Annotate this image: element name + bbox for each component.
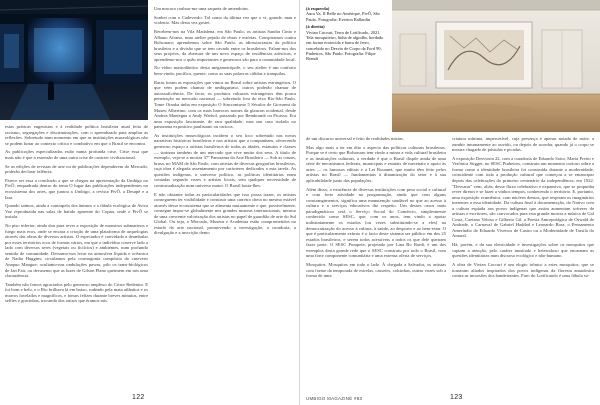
paragraph: Também não fomos agraciados pelo generoso amplexo do Cristo Redentor. E foi bom e belo, e o Rio brilhava lá em baixo, rodeado pela mata atlântica e os morros favelados e magníficos, e fomos felizes durante breves minutos, entre selfies e gracinhas, trocando dos outros que éramos nós. (5, 281, 148, 304)
magazine-issue-line: UMBIGO MAGAZINE #83 (306, 396, 363, 401)
page-number-right: 123 (450, 394, 463, 401)
exhibition-photo-right (392, 0, 600, 132)
paragraph: Se as edições de revistas de arte ou de publicações dependerem do Mercado, poderão declarar falência. (5, 163, 148, 175)
dark-gallery-illustration (0, 0, 148, 120)
exhibition-photo-left (0, 0, 148, 120)
paragraph: E não obstante todas as particularidades que isso possa trazer, os artistas consegueem ter visibilidade e construir uma carreira cheia no mesmo estável através desse ecossistema que se alimenta mutuamente e que, possivelmente, consegue impor-se globalmente nos grandes museus internacionais, mesmo de uma crescente valorização dos artistas no papel de guardião de arte do Sul Global. Ou seja, o Mercado, Museus e Academia estão comprometidos no estudo da arte nacional, promovendo a investigação, a curadoria, a divulgação e a inscrição demo (154, 191, 296, 236)
right-page (300, 0, 600, 405)
right-column-2 (452, 136, 594, 394)
paragraph: As instituições museológicas incidem o seu foco sobretudo nas novas narrativas históricas brasileiras e nos artistas que a compunham, oferecendo generoso espaço a artistas brasileiros de todas as idades, estatutos e classes — sintoma também de um mercado que vive muito dos seus. A título de exemplo, veja-se a mostra 37º Panorama da Arte Brasileira — Sob as cinzas, brasa, no MAM de São Paulo, com artistas de diversas geografias brasileiras, cuja obra é alegada assentamento por carácteres dedicados a esta tarefa. As questões indígenas, o universo político, as políticas identitárias eram contadas segundo vozes e artistas locais, sem qualquer necessidade de contextualização num universo maior. O Brasil basta-lhes. (154, 132, 296, 188)
paragraph: Quando saímos, ainda a contrapelo dos ânimos e a fábula ecológica de Aviva Vaz reproduzida nas salas de batido aparente do Copan, onde o PivÔ se instala. (5, 203, 148, 220)
caption-text: Vivian Caccuri, Terra de Lotificado, 2021. Tela mosquiteiro, linha de algodão, bordado em forma ecotecida e barra de ferro, concebido no Desvio de Corpo da Ford 90; Pinheiros, São Paulo. Fotografia: Filipe Berndt (306, 29, 384, 62)
paragraph: Parece ser essa a conclusão a que se chegou na apresentação da Umbigo no PivÔ, enquadrada dentro do tema O lugar das publicações independentes no ecossistema dos artes, que juntou a Umbigo, a revista PivÔ, a Desapê e a Iara. (5, 177, 148, 200)
paragraph: Além disso, a existência de diversas instituições com peso social e cultural e com forte atividade na programação, ainda que com alguns constrangimentos, significa uma manutenção saudável no que ao acesso à cultura e a serviços educativos diz respeito. Um desses casos mais paradigmáticos será o Serviço Social do Comércio, simplesmente conhecido como SESC, que, com os anos, tem vindo a apoiar indistintamente os estados (ou vezes substituindo-se a eles) na democratização do acesso à cultura, à saúde, ao desporto e ao bem-estar. O que é particularmente exímio é o facto deste sistema ser público em dos 25 estados brasileiros, e serem todos acessíveis a todos os que dele queiram fazer parte. O SESC Pompeia, projetado por Lina Bo Bardi, é um dos exemplos desta grande rede que o SESC construiu por todo o Brasil, com uma forte componente comunitária e uma extensa oferta de serviços. (306, 186, 446, 259)
paragraph: No vídeo mastodôntico desta megametrópole, o seu atelier é um conforto bem-vindo, pacífico, quente, como as suas palavras cálidas e tranquilas. (154, 65, 296, 77)
paragraph: As publicações especializadas estão numa profunda crise. Crise essa que mais não é que a extensão de uma outra crise de carácter civilizacional. (5, 149, 148, 160)
caption-left (306, 6, 386, 22)
paragraph: A exposição Desvioria 22, com a curadoria de Eduardo Soito, Maria Preiro e Verônica Stigger, no SESC Pinheiros, construiu um momento curioso sobre a forma como a identidade brasileira foi construída durante a modernidade, coincidente com toda a produção cultural que começou a se emancipar depois das celebrações do primeiro centenário da independência, em 1922. "Desvarar" vem, aliás, desse fluxo celebrativo e expansivo, que se propunha rever diretos e se fazer a vinhos tempos, conhecendo o território. E, portanto, uma exposição ecumênica, com núcleos densos, que respiram os imaginários inerentes a essa identidade. Da cultura final à documentação, do Nativo com a cultura espiada aos povos indígenas que assim aumentam sofreres de artistas e escritores, são convocados para esta grande mostra a música de Gal Costa, Caetano Veloso e Gilberto Gil, a Poesia Antropofágica de Oswald de Andrade, o Carnaval de Gabriel Haddad e Leonardo Bora, o Pensamento Ameríndio de Eduardo Viveiros de Castro ou a Modernidade de Tarsila do Amaral. (452, 155, 594, 239)
gallery-installation-illustration (392, 0, 600, 132)
left-column-1 (5, 124, 148, 394)
paragraph: No piso inferior, ainda dou para rever a exposição de monstros submarinos e fuego mais ecos, onde se encara a criação de uma plataforma de arquelogias através das obras de diversos artistas. O espectador é convidado a deambular por esses territórios ecos de formas vários, em que o indivíduo convive lado a lado com diversos seres (vegetais ou fictícios) e ambientes, num profundo sentido de comunidade. Deixamo-nos levar na atmosfera líquida e ocêanica de Nadia Huggins; circulamos pela cosmogonia compósita do cineverir Anapuo Mangue; ocultamo-nas ondulações pawas, pilo os trans-biológicos de Jan Fair, ou devasemo que as luzes de Gilson Plano queimem em nós uma claraudencia. (5, 223, 148, 279)
caption-text: Aura Va, II Belle no Amérique, PivÔ, São Paulo. Fotografia: Everton Ballardin (306, 11, 380, 22)
left-column-2 (154, 6, 296, 394)
page-number-left: 122 (132, 394, 145, 401)
paragraph: de um discurso universal e feito de realidades mistas. (306, 136, 404, 141)
paragraph: Recebem-nos na Vila Madalena, em São Paulo, os artistas Sandra Cinto e Albano Afonso, num atelier pejado de obras e estórias. Conspiramos contra Bolsonaro; aprendemos sobre São Paulo, as idiossincrasias da política brasileira e a divisão que se tem cavado entre os brasileiros. Falam-nos dos seus projetos, da abertura de um novo espaço de residências artísticas, e aprendemo-nos o quão importantes e generosos são para a comunidade local. (154, 29, 296, 62)
paragraph: Há, porém, e da sua eletricidade e investigações sobre os mosquitos que captam a atenção, pelo caráter inusitado e heterodoxo que encarnam as questões identitárias num discurso ecológico e não-humano. (452, 242, 594, 259)
caption-label: (à direita) (306, 24, 325, 30)
paragraph: Raras foram as exposições que vimos no Brasil sobre artistas estrangeiros. O que vem podem chamar de umbiguismo, outros poderão chamar de autossuficiência. De facto, os produtos culturais estrangeiros têm pouca penetração no mercado nacional — sobretudo fora do eixo Rio-São Paulo. Tome Oinaka tinha em exposição O Sincronismo 5 Séculos de Giovanni do Museu Albertino, com os mais barrocos nomes da glaucon ocidental, desde Andrea Mantegna a Andy Warhol, passando por Rembrandt ou Picasso. Era uma exposição fascinante, de rara qualidade, mas um caso isolado no panorama expositivo paulistano ou carioca. (154, 79, 296, 130)
right-column-1 (306, 136, 446, 394)
paragraph: A obra de Vivian Caccuri é um elogio irônico a estes mosquitos, que se tornaram aliados inspirados dos povos indígenas da floresta amazônica contra as incursões dos bandeirantes. Faro do Lotificando é uma fábula so- (452, 262, 594, 279)
paragraph: Um macaco roubou-me uma saqueta de amendoins. (154, 6, 250, 11)
caption-right (306, 24, 386, 61)
paragraph: estas práticas eugenistas e à realidade política brasileira atual feita de racismo, segregações e discriminações, com o aprendizado para ampliar as reflexões. Sobretudo num momento em que as instituições museológicas não se podem furtar ao contexto crítico e combativo em que o Brasil se encontra. (5, 124, 148, 146)
caption-label: (à esquerda) (306, 6, 330, 11)
photo-captions (306, 6, 386, 64)
paragraph: criatura mínima, impercetível, cuja presença é apenas notada de noite, a zumbir inturnamente ao ouvido, ou depois de acordar, quando já o corpo se mostra chagado de pústulas e picadas. (452, 136, 594, 153)
paragraph: Sonhei com o Cadeverdo. Tal como da última vez que o vi, grande, mau e violento. Mas desta vez gostei. (154, 14, 296, 26)
paragraph: Mas algo mais a ter em dito o aspecto das políticas culturais brasileiras. Porque se é certo que Bolsonaro tem vindo a minar a vida cultural brasileira e as instituições culturais, a verdade é que o Brasil dispõe ainda de uma série de mecanismos federais, municipais e estatais de mecenato e apoio às artes — os famosos editais e a Lei Rouanet, que muito têm feito pelos artistas no Brasil — fundamentais à dinamização do setor e à sua aplicabilidade junto das populações. (306, 144, 446, 184)
paragraph: Mosquitos. Mosquitos em todo o lado. À chegada a Salvador, os artistas com forme da temporada de estrelas, cassetes, calcinhas, outras vozes sob a forma de uma (306, 262, 446, 279)
